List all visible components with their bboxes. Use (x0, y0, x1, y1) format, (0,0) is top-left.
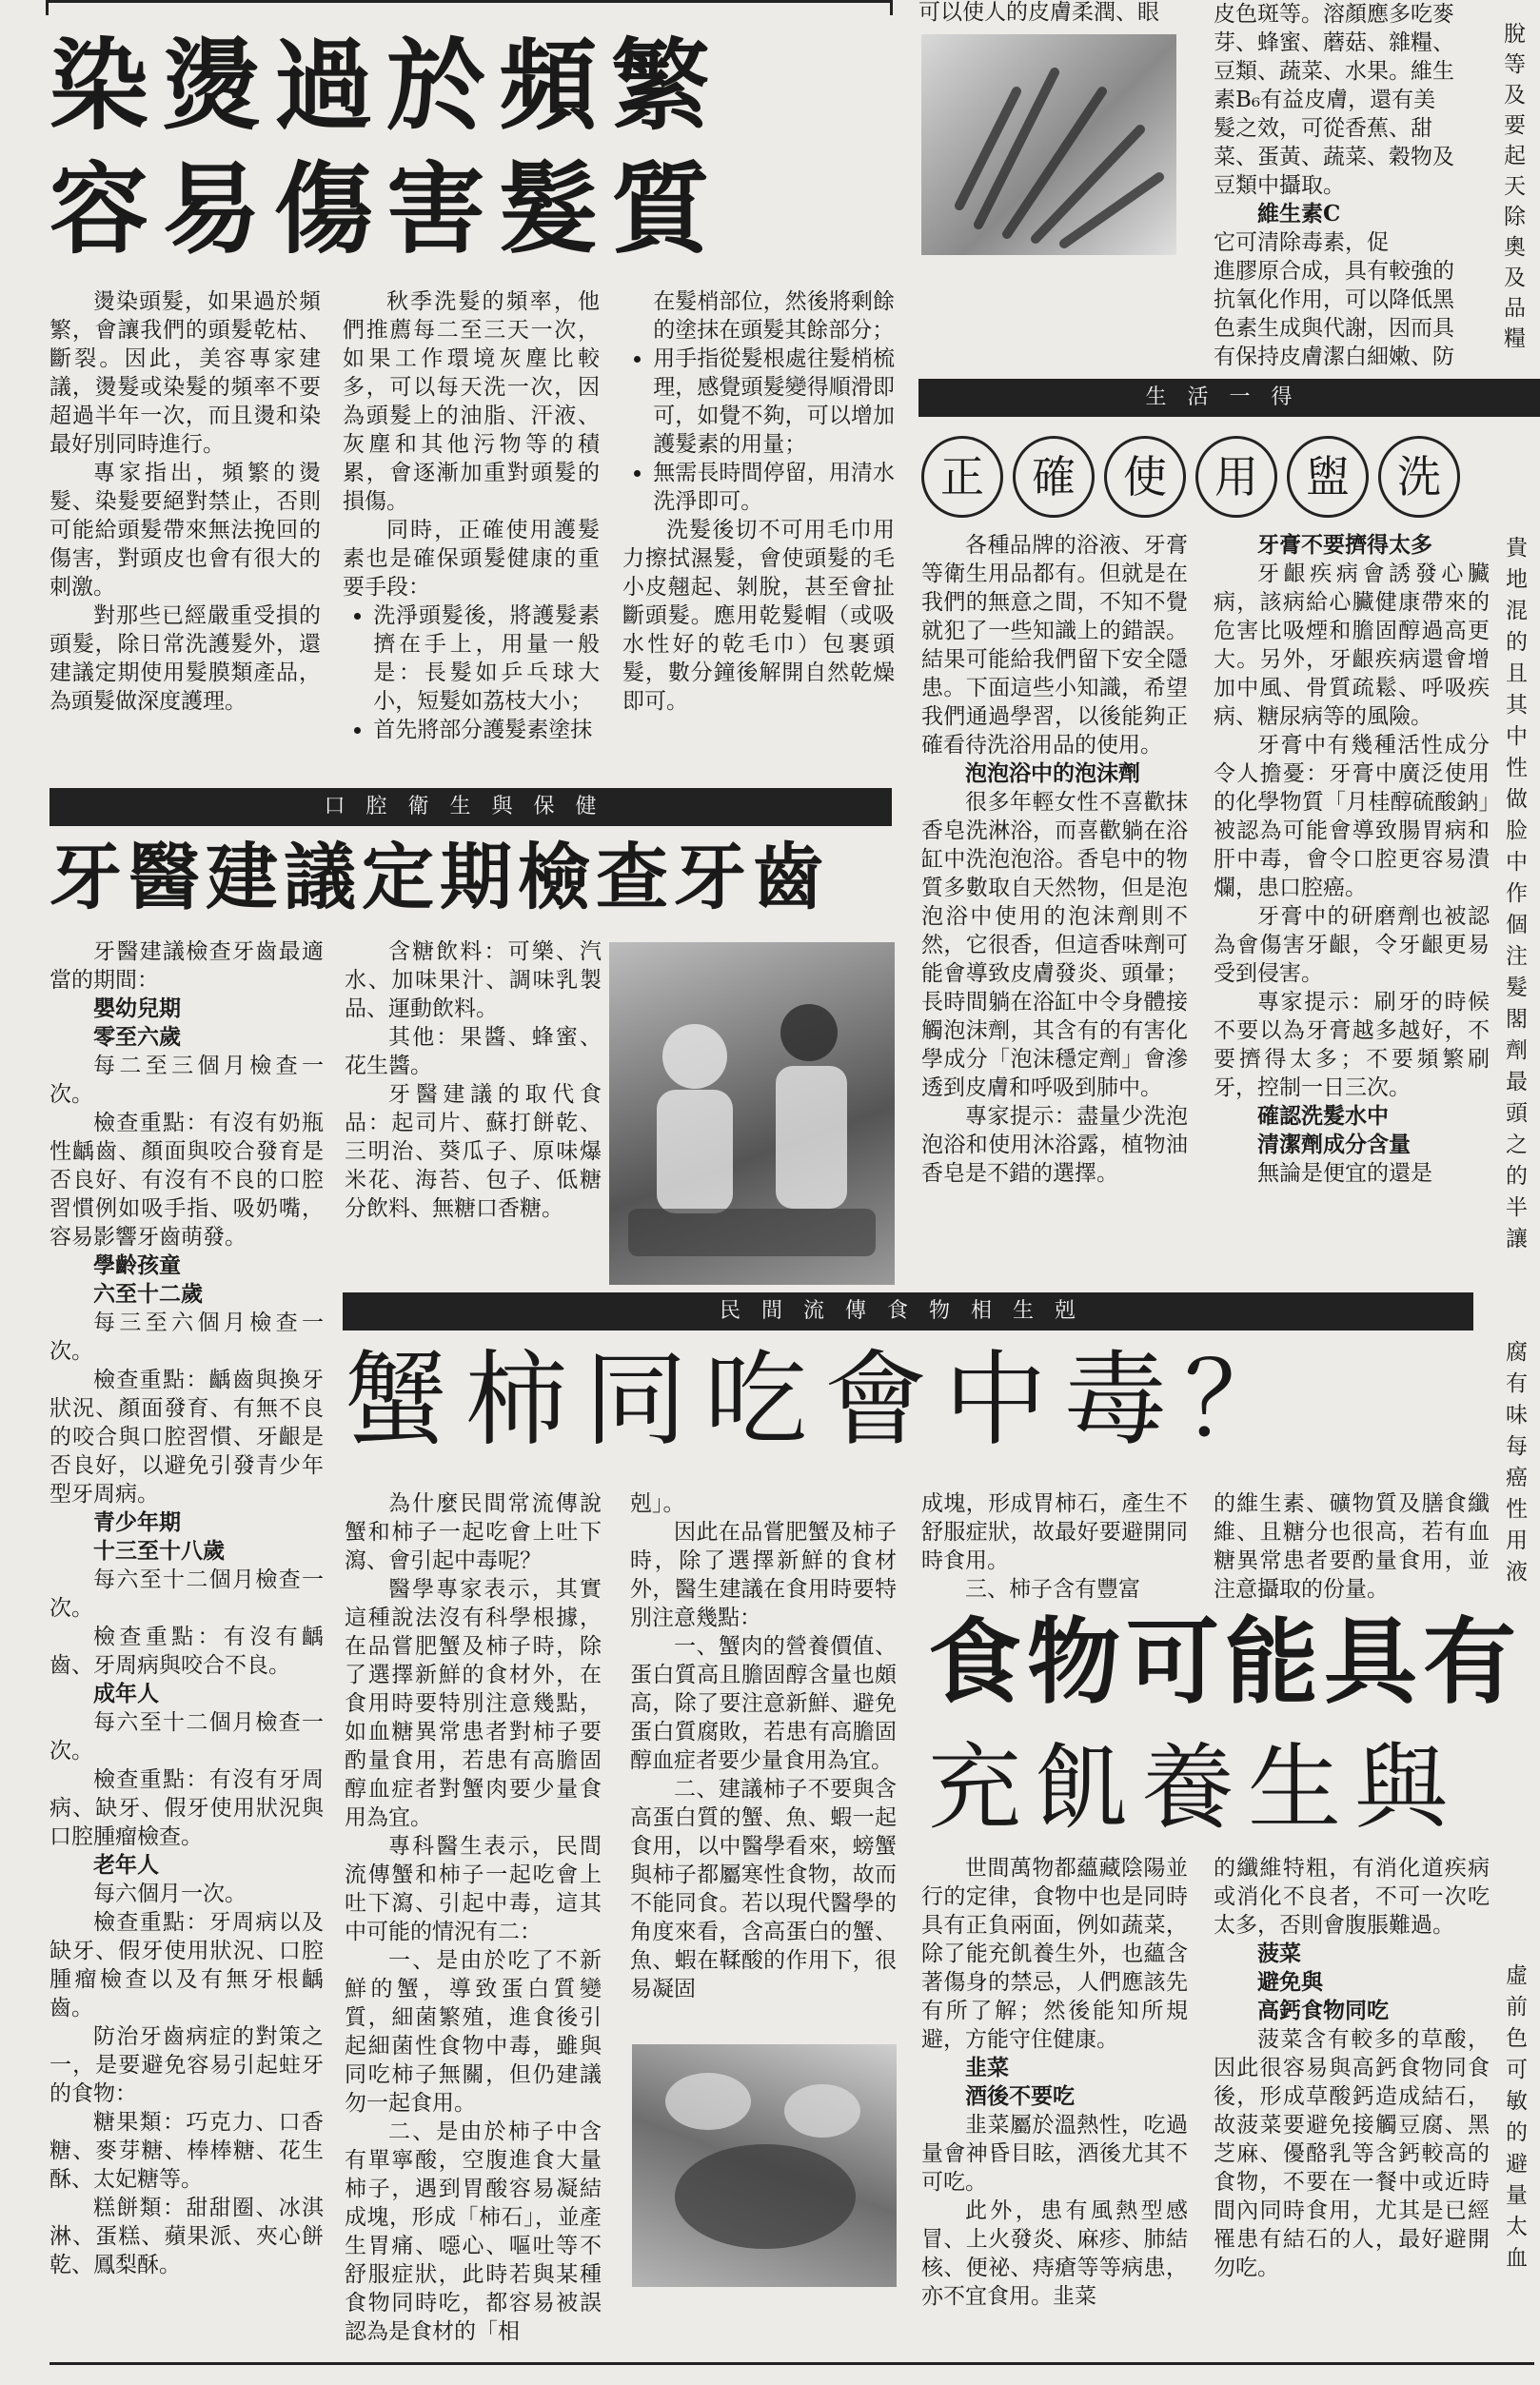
article2-subheading: 青少年期 (93, 1509, 181, 1535)
edge-char: 用 (1506, 1528, 1528, 1553)
title-char: 用 (1195, 436, 1277, 518)
edge-char: 及 (1504, 266, 1526, 290)
crab-photo (632, 2044, 897, 2287)
edge-char: 半 (1506, 1195, 1528, 1220)
edge-char: 劑 (1506, 1038, 1528, 1063)
article4-title: 蟹柿同吃會中毒？ (345, 1344, 1305, 1458)
article5-title-line1: 食物可能具有 (928, 1608, 1523, 1717)
hair-care-list-continued (622, 287, 895, 516)
title-char: 確 (1013, 436, 1095, 518)
edge-char: 及 (1504, 83, 1526, 108)
article3-column2 (1214, 531, 1490, 1292)
article1-paragraph: 洗髮後切不可用毛巾用力擦拭濕髮，會使頭髮的毛小皮翹起、剝脫，甚至會扯斷頭髮。應用乾髮帽（或吸水性好的乾毛巾）包裹頭髮，數分鐘後解開自然乾燥即可。 (622, 518, 895, 714)
edge-char: 中 (1506, 724, 1528, 749)
article5-paragraph: 韭菜屬於溫熱性，吃過量會神昏目眩，酒後尤其不可吃。 (921, 2113, 1188, 2195)
article3-subheading: 泡泡浴中的泡沫劑 (965, 760, 1140, 786)
article5-paragraph: 世間萬物都蘊藏陰陽並行的定律，食物中也是同時具有正負兩面，例如蔬菜，除了能充飢養生外，也蘊含著傷身的禁忌，人們應該先有所了解；然後能知所規避，方能守住健康。 (921, 1856, 1188, 2052)
vitamin-line: 菜、蛋黃、蔬菜、穀物及 (1214, 145, 1454, 169)
article4-paragraph: 剋」。 (630, 1491, 685, 1516)
edge-char: 糧 (1504, 326, 1526, 351)
vitamin-line: 抗氧化作用，可以降低黑 (1214, 287, 1454, 312)
article2-column1 (49, 937, 324, 2289)
article2-subheading: 零至六歲 (93, 1024, 181, 1050)
article2-subheading: 成年人 (93, 1681, 159, 1706)
edge-char: 的 (1506, 2120, 1528, 2145)
article4-column4 (1214, 1489, 1490, 1604)
article2-paragraph: 檢查重點：有沒有齲齒、牙周病與咬合不良。 (49, 1625, 324, 1678)
article2-paragraph: 每二至三個月檢查一次。 (49, 1054, 324, 1107)
edge-char: 最 (1506, 1070, 1528, 1094)
vitamin-line: 進膠原合成，具有較強的 (1214, 259, 1454, 284)
edge-char: 頭 (1506, 1101, 1528, 1126)
edge-char: 等 (1504, 52, 1526, 77)
edge-char: 有 (1506, 1371, 1528, 1396)
dentist-photo (609, 942, 895, 1285)
edge-char: 天 (1504, 174, 1526, 199)
article2-subheading: 老年人 (93, 1852, 159, 1878)
article2-paragraph: 每三至六個月檢查一次。 (49, 1311, 324, 1364)
bottom-rule (49, 2362, 1534, 2365)
article2-paragraph: 檢查重點：齲齒與換牙狀況、顏面發育、有無不良的咬合與口腔習慣、牙齦是否良好，以避免引發青少年型牙周病。 (49, 1368, 324, 1507)
article5-title-line2: 充飢養生與 (928, 1734, 1462, 1843)
article5-edge-fragments (1506, 1961, 1536, 2284)
makeup-brushes-photo (921, 34, 1176, 255)
article1-paragraph: 同時，正確使用護髮素也是確保頭髮健康的重要手段： (343, 518, 600, 600)
article2-subheading: 十三至十八歲 (93, 1538, 225, 1564)
title-char: 盥 (1287, 436, 1369, 518)
edge-char: 讓 (1506, 1227, 1528, 1252)
article3-subheading: 清潔劑成分含量 (1257, 1132, 1411, 1157)
article5-subheading: 菠菜 (1257, 1941, 1301, 1966)
article2-subheading: 嬰幼兒期 (93, 995, 181, 1021)
article5-column1 (921, 1854, 1188, 2309)
article1-title-line1: 染燙過於頻繁 (49, 29, 724, 143)
article2-paragraph: 檢查重點：有沒有奶瓶性齲齒、顏面與咬合發育是否良好、有沒有不良的口腔習慣例如吸手指、吸奶嘴，容易影響牙齒萌發。 (49, 1111, 324, 1250)
article4-paragraph: 二、是由於柿子中含有單寧酸，空腹進食大量柿子，遇到胃酸容易凝結成塊，形成「柿石」，並產生胃痛、噁心、嘔吐等不舒服症狀，此時若與某種食物同時吃，都容易被誤認為是食材的「相 (345, 2119, 602, 2344)
article2-paragraph: 每六至十二個月檢查一次。 (49, 1710, 324, 1764)
title-char: 正 (921, 436, 1003, 518)
article4-column3 (921, 1489, 1188, 1602)
edge-char: 可 (1506, 2058, 1528, 2082)
edge-char: 要 (1504, 113, 1526, 138)
article2-paragraph: 檢查重點：牙周病以及缺牙、假牙使用狀況、口腔腫瘤檢查以及有無牙根齲齒。 (49, 1910, 324, 2020)
edge-char: 作 (1506, 881, 1528, 906)
article1-paragraph: 專家指出，頻繁的燙髮、染髮要絕對禁止，否則可能給頭髮帶來無法挽回的傷害，對頭皮也會有很大的刺激。 (49, 461, 321, 600)
article3-paragraph: 很多年輕女性不喜歡抹香皂洗淋浴，而喜歡躺在浴缸中洗泡泡浴。香皂中的物質多數取自天然物，但是泡泡浴中使用的泡沫劑則不然，它很香，但這香味劑可能會導致皮膚發炎、頭暈；長時間躺在浴缸中令身體接觸泡沫劑，其含有的有害化學成分「泡沫穩定劑」會滲透到皮膚和呼吸到肺中。 (921, 790, 1188, 1100)
article1-title-line2: 容易傷害髮質 (49, 152, 724, 266)
article3-paragraph: 專家提示：刷牙的時候不要以為牙膏越多越好，不要擠得太多；不要頻繁刷牙，控制一日三次。 (1214, 990, 1490, 1100)
article3-column1 (921, 531, 1188, 1278)
article2-section-band: 口腔衛生與保健 (49, 788, 892, 826)
brushes-illustration (921, 34, 1176, 255)
edge-char: 避 (1506, 2152, 1528, 2177)
article2-paragraph: 每六個月一次。 (93, 1882, 247, 1906)
article5-column2 (1214, 1854, 1490, 2287)
vitamin-column (1214, 0, 1488, 495)
article4-paragraph: 醫學專家表示，其實這種說法沒有科學根據，在品嘗肥蟹及柿子時，除了選擇新鮮的食材外，在食用時要特別注意幾點，如血糖異常患者對柿子要酌量食用，若患有高膽固醇血症者對蟹肉要少量食用為宜。 (345, 1577, 602, 1830)
article2-paragraph: 每六至十二個月檢查一次。 (49, 1567, 324, 1621)
article1-paragraph: 秋季洗髮的頻率，他們推薦每二至三天一次，如果工作環境灰塵比較多，可以每天洗一次，因為頭髮上的油脂、汗液、灰塵和其他污物等的積累，會逐漸加重對頭髮的損傷。 (343, 289, 600, 514)
article2-paragraph: 糖果類：巧克力、口香糖、麥芽糖、棒棒糖、花生酥、太妃糖等。 (49, 2110, 324, 2192)
article3-edge-fragments (1506, 533, 1536, 1275)
article1-column3 (622, 287, 895, 768)
vitamin-line: 有保持皮膚潔白細嫩、防 (1214, 345, 1454, 369)
edge-char: 太 (1506, 2215, 1528, 2239)
article4-paragraph: 一、蟹肉的營養價值、蛋白質高且膽固醇含量也頗高，除了要注意新鮮、避免蛋白質腐敗，若患有高膽固醇血症者要少量食用為宜。 (630, 1634, 897, 1773)
article3-subheading: 牙膏不要擠得太多 (1257, 532, 1432, 558)
edge-char: 量 (1506, 2183, 1528, 2208)
edge-char: 的 (1506, 630, 1528, 655)
edge-char: 髮 (1506, 976, 1528, 1000)
article3-paragraph: 專家提示：盡量少洗泡泡浴和使用沐浴露，植物油香皂是不錯的選擇。 (921, 1104, 1188, 1186)
article3-paragraph: 牙膏中有幾種活性成分令人擔憂：牙膏中廣泛使用的化學物質「月桂醇硫酸鈉」被認為可能會導致腸胃病和肝中毒，會令口腔更容易潰爛，患口腔癌。 (1214, 733, 1490, 900)
vitamin-line: 豆類、蔬菜、水果。維生 (1214, 59, 1454, 84)
edge-char: 注 (1506, 944, 1528, 969)
vitamin-line: 髮之效，可從香蕉、甜 (1214, 116, 1432, 141)
edge-char: 品 (1504, 296, 1526, 321)
article3-section-band: 生活一得 (918, 379, 1540, 417)
article5-subheading: 韭菜 (965, 2055, 1009, 2080)
article4-paragraph: 一、是由於吃了不新鮮的蟹，導致蛋白質變質，細菌繁殖，進食後引起細菌性食物中毒，雖與同吃柿子無關，但仍建議勿一起食用。 (345, 1948, 602, 2116)
article2-subheading: 學齡孩童 (93, 1252, 181, 1278)
vitamin-line: 色素生成與代謝，因而具 (1214, 316, 1454, 341)
vitamin-line: 它可清除毒素，促 (1214, 230, 1389, 255)
article5-paragraph: 的纖維特粗，有消化道疾病或消化不良者，不可一次吃太多，否則會腹脹難過。 (1214, 1856, 1490, 1938)
top-rule-right (890, 0, 893, 15)
hair-care-step: • 無需長時間停留，用清水洗淨即可。 (653, 459, 895, 516)
article4-column1 (345, 1489, 602, 2344)
article3-paragraph: 牙齦疾病會誘發心臟病，該病給心臟健康帶來的危害比吸煙和膽固醇過高更大。另外，牙齦疾病還會增加中風、骨質疏鬆、呼吸疾病、糖尿病等的風險。 (1214, 562, 1490, 729)
article2-paragraph: 糕餅類：甜甜圈、冰淇淋、蛋糕、蘋果派、夾心餅乾、鳳梨酥。 (49, 2196, 324, 2277)
vitamin-line: 素B₆有益皮膚，還有美 (1214, 88, 1436, 112)
title-char: 使 (1104, 436, 1186, 518)
fragment-line: 皮色斑等。溶顏應多吃麥 (1214, 2, 1454, 27)
article2-paragraph: 防治牙齒病症的對策之一，是要避免容易引起蛀牙的食物： (49, 2024, 324, 2106)
article1-column2 (343, 287, 600, 768)
edge-char: 脫 (1504, 22, 1526, 47)
edge-char: 色 (1506, 2026, 1528, 2051)
edge-char: 除 (1504, 205, 1526, 229)
article5-subheading: 酒後不要吃 (965, 2083, 1075, 2109)
edge-char: 起 (1504, 144, 1526, 168)
edge-char: 其 (1506, 693, 1528, 718)
article5-subheading: 高鈣食物同吃 (1257, 1998, 1389, 2023)
edge-char: 味 (1506, 1403, 1528, 1428)
top-rule-left (46, 0, 49, 15)
article2-paragraph: 含糖飲料：可樂、汽水、加味果汁、調味乳製品、運動飲料。 (345, 939, 602, 1021)
edge-char: 且 (1506, 661, 1528, 686)
edge-char: 脸 (1506, 818, 1528, 843)
edge-char: 每 (1506, 1434, 1528, 1459)
crab-illustration (632, 2044, 897, 2287)
article4-paragraph: 的維生素、礦物質及膳食纖維、且糖分也很高，若有血糖異常患者要酌量食用，並注意攝取的份量。 (1214, 1491, 1490, 1602)
article1-paragraph: 燙染頭髮，如果過於頻繁，會讓我們的頭髮乾枯、斷裂。因此，美容專家建議，燙髮或染髮的頻率不要超過半年一次，而且燙和染最好別同時進行。 (49, 289, 321, 457)
edge-char: 之 (1506, 1133, 1528, 1157)
article2-paragraph: 牙醫建議的取代食品：起司片、蘇打餅乾、三明治、葵瓜子、原味爆米花、海苔、包子、低糖分飲料、無糖口香糖。 (345, 1082, 602, 1221)
edge-char: 敏 (1506, 2089, 1528, 2114)
article3-paragraph: 各種品牌的浴液、牙膏等衛生用品都有。但就是在我們的無意之間，不知不覺就犯了一些知識上的錯誤。結果可能給我們留下安全隱患。下面這些小知識，希望我們通過學習，以後能夠正確看待洗浴用品的使用。 (921, 533, 1188, 758)
right-edge-fragments (1504, 19, 1532, 381)
article4-paragraph: 成塊，形成胃柿石，產生不舒服症狀，故最好要避開同時食用。 (921, 1491, 1188, 1573)
edge-char: 前 (1506, 1995, 1528, 2020)
article2-subheading: 六至十二歲 (93, 1281, 203, 1307)
edge-char: 地 (1506, 567, 1528, 592)
article4-paragraph: 二、建議柿子不要與含高蛋白質的蟹、魚、蝦一起食用，以中醫學看來，螃蟹與柿子都屬寒性食物，故而不能同食。若以現代醫學的角度來看，含高蛋白的蟹、魚、蝦在鞣酸的作用下，很易凝固 (630, 1777, 897, 2001)
edge-char: 混 (1506, 599, 1528, 623)
edge-char: 虛 (1506, 1963, 1528, 1988)
article1-column1 (49, 287, 321, 763)
article4-section-band: 民間流傳食物相生剋 (343, 1292, 1473, 1330)
article2-title: 牙醫建議定期檢查牙齒 (49, 835, 830, 919)
article3-paragraph: 無論是便宜的還是 (1257, 1161, 1432, 1186)
article5-paragraph: 菠菜含有較多的草酸，因此很容易與高鈣食物同食後，形成草酸鈣造成結石，故菠菜要避免接觸豆腐、黑芝麻、優酪乳等含鈣較高的食物，不要在一餐中或近時間內同時食用，尤其是已經罹患有結石的人，最好避開勿吃。 (1214, 2027, 1490, 2280)
edge-char: 性 (1506, 756, 1528, 780)
article3-title (921, 436, 1540, 523)
article4-paragraph: 三、柿子含有豐富 (965, 1577, 1140, 1602)
article4-paragraph: 為什麼民間常流傳說蟹和柿子一起吃會上吐下瀉、會引起中毒呢？ (345, 1491, 602, 1573)
hair-care-step: • 洗淨頭髮後，將護髮素擠在手上，用量一般是：長髮如乒乓球大小，短髮如荔枝大小； (373, 601, 600, 716)
article3-paragraph: 牙膏中的研磨劑也被認為會傷害牙齦，令牙齦更易受到侵害。 (1214, 904, 1490, 986)
article5-subheading: 避免與 (1257, 1969, 1323, 1995)
article4-column2 (630, 1489, 897, 2037)
hair-care-list (343, 601, 600, 744)
edge-char: 性 (1506, 1497, 1528, 1522)
fragment-line: 可以使人的皮膚柔潤、眼 (918, 0, 1159, 25)
edge-char: 血 (1506, 2246, 1528, 2271)
top-rule (46, 0, 893, 3)
edge-char: 奧 (1504, 235, 1526, 260)
article2-column2 (345, 937, 602, 1280)
edge-char: 液 (1506, 1560, 1528, 1585)
edge-char: 中 (1506, 850, 1528, 875)
edge-char: 個 (1506, 913, 1528, 937)
article4-paragraph: 因此在品嘗肥蟹及柿子時，除了選擇新鮮的食材外，醫生建議在食用時要特別注意幾點： (630, 1520, 897, 1630)
vitamin-c-heading: 維生素C (1257, 201, 1341, 227)
hair-care-step: • 首先將部分護髮素塗抹 (373, 716, 600, 744)
article2-paragraph: 牙醫建議檢查牙齒最適當的期間： (49, 939, 324, 993)
vitamin-line: 芽、蜂蜜、蘑菇、雜糧、 (1214, 30, 1454, 55)
article4-edge-fragments (1506, 1337, 1536, 1604)
edge-char: 癌 (1506, 1466, 1528, 1490)
vitamin-line: 豆類中攝取。 (1214, 173, 1345, 198)
article4-paragraph: 專科醫生表示，民間流傳蟹和柿子一起吃會上吐下瀉、引起中毒，這其中可能的情況有二： (345, 1834, 602, 1944)
edge-char: 閣 (1506, 1007, 1528, 1032)
hair-care-step: 在髮梢部位，然後將剩餘的塗抹在頭髮其餘部分； (653, 289, 895, 343)
edge-char: 的 (1506, 1164, 1528, 1189)
title-char: 洗 (1378, 436, 1460, 518)
edge-char: 腐 (1506, 1340, 1528, 1365)
dentist-illustration (609, 942, 895, 1285)
article1-paragraph: 對那些已經嚴重受損的頭髮，除日常洗護髮外，還建議定期使用髮膜類產品，為頭髮做深度護理。 (49, 603, 321, 714)
edge-char: 貴 (1506, 536, 1528, 561)
article3-subheading: 確認洗髮水中 (1257, 1103, 1389, 1129)
article5-paragraph: 此外，患有風熱型感冒、上火發炎、麻疹、肺結核、便祕、痔瘡等等病患，亦不宜食用。韭菜 (921, 2198, 1188, 2309)
edge-char: 做 (1506, 787, 1528, 812)
hair-care-step: • 用手指從髮根處往髮梢梳理，感覺頭髮變得順滑即可，如覺不夠，可以增加護髮素的用量； (653, 345, 895, 459)
article2-paragraph: 檢查重點：有沒有牙周病、缺牙、假牙使用狀況與口腔腫瘤檢查。 (49, 1767, 324, 1849)
article2-paragraph: 其他：果醬、蜂蜜、花生醬。 (345, 1025, 602, 1078)
